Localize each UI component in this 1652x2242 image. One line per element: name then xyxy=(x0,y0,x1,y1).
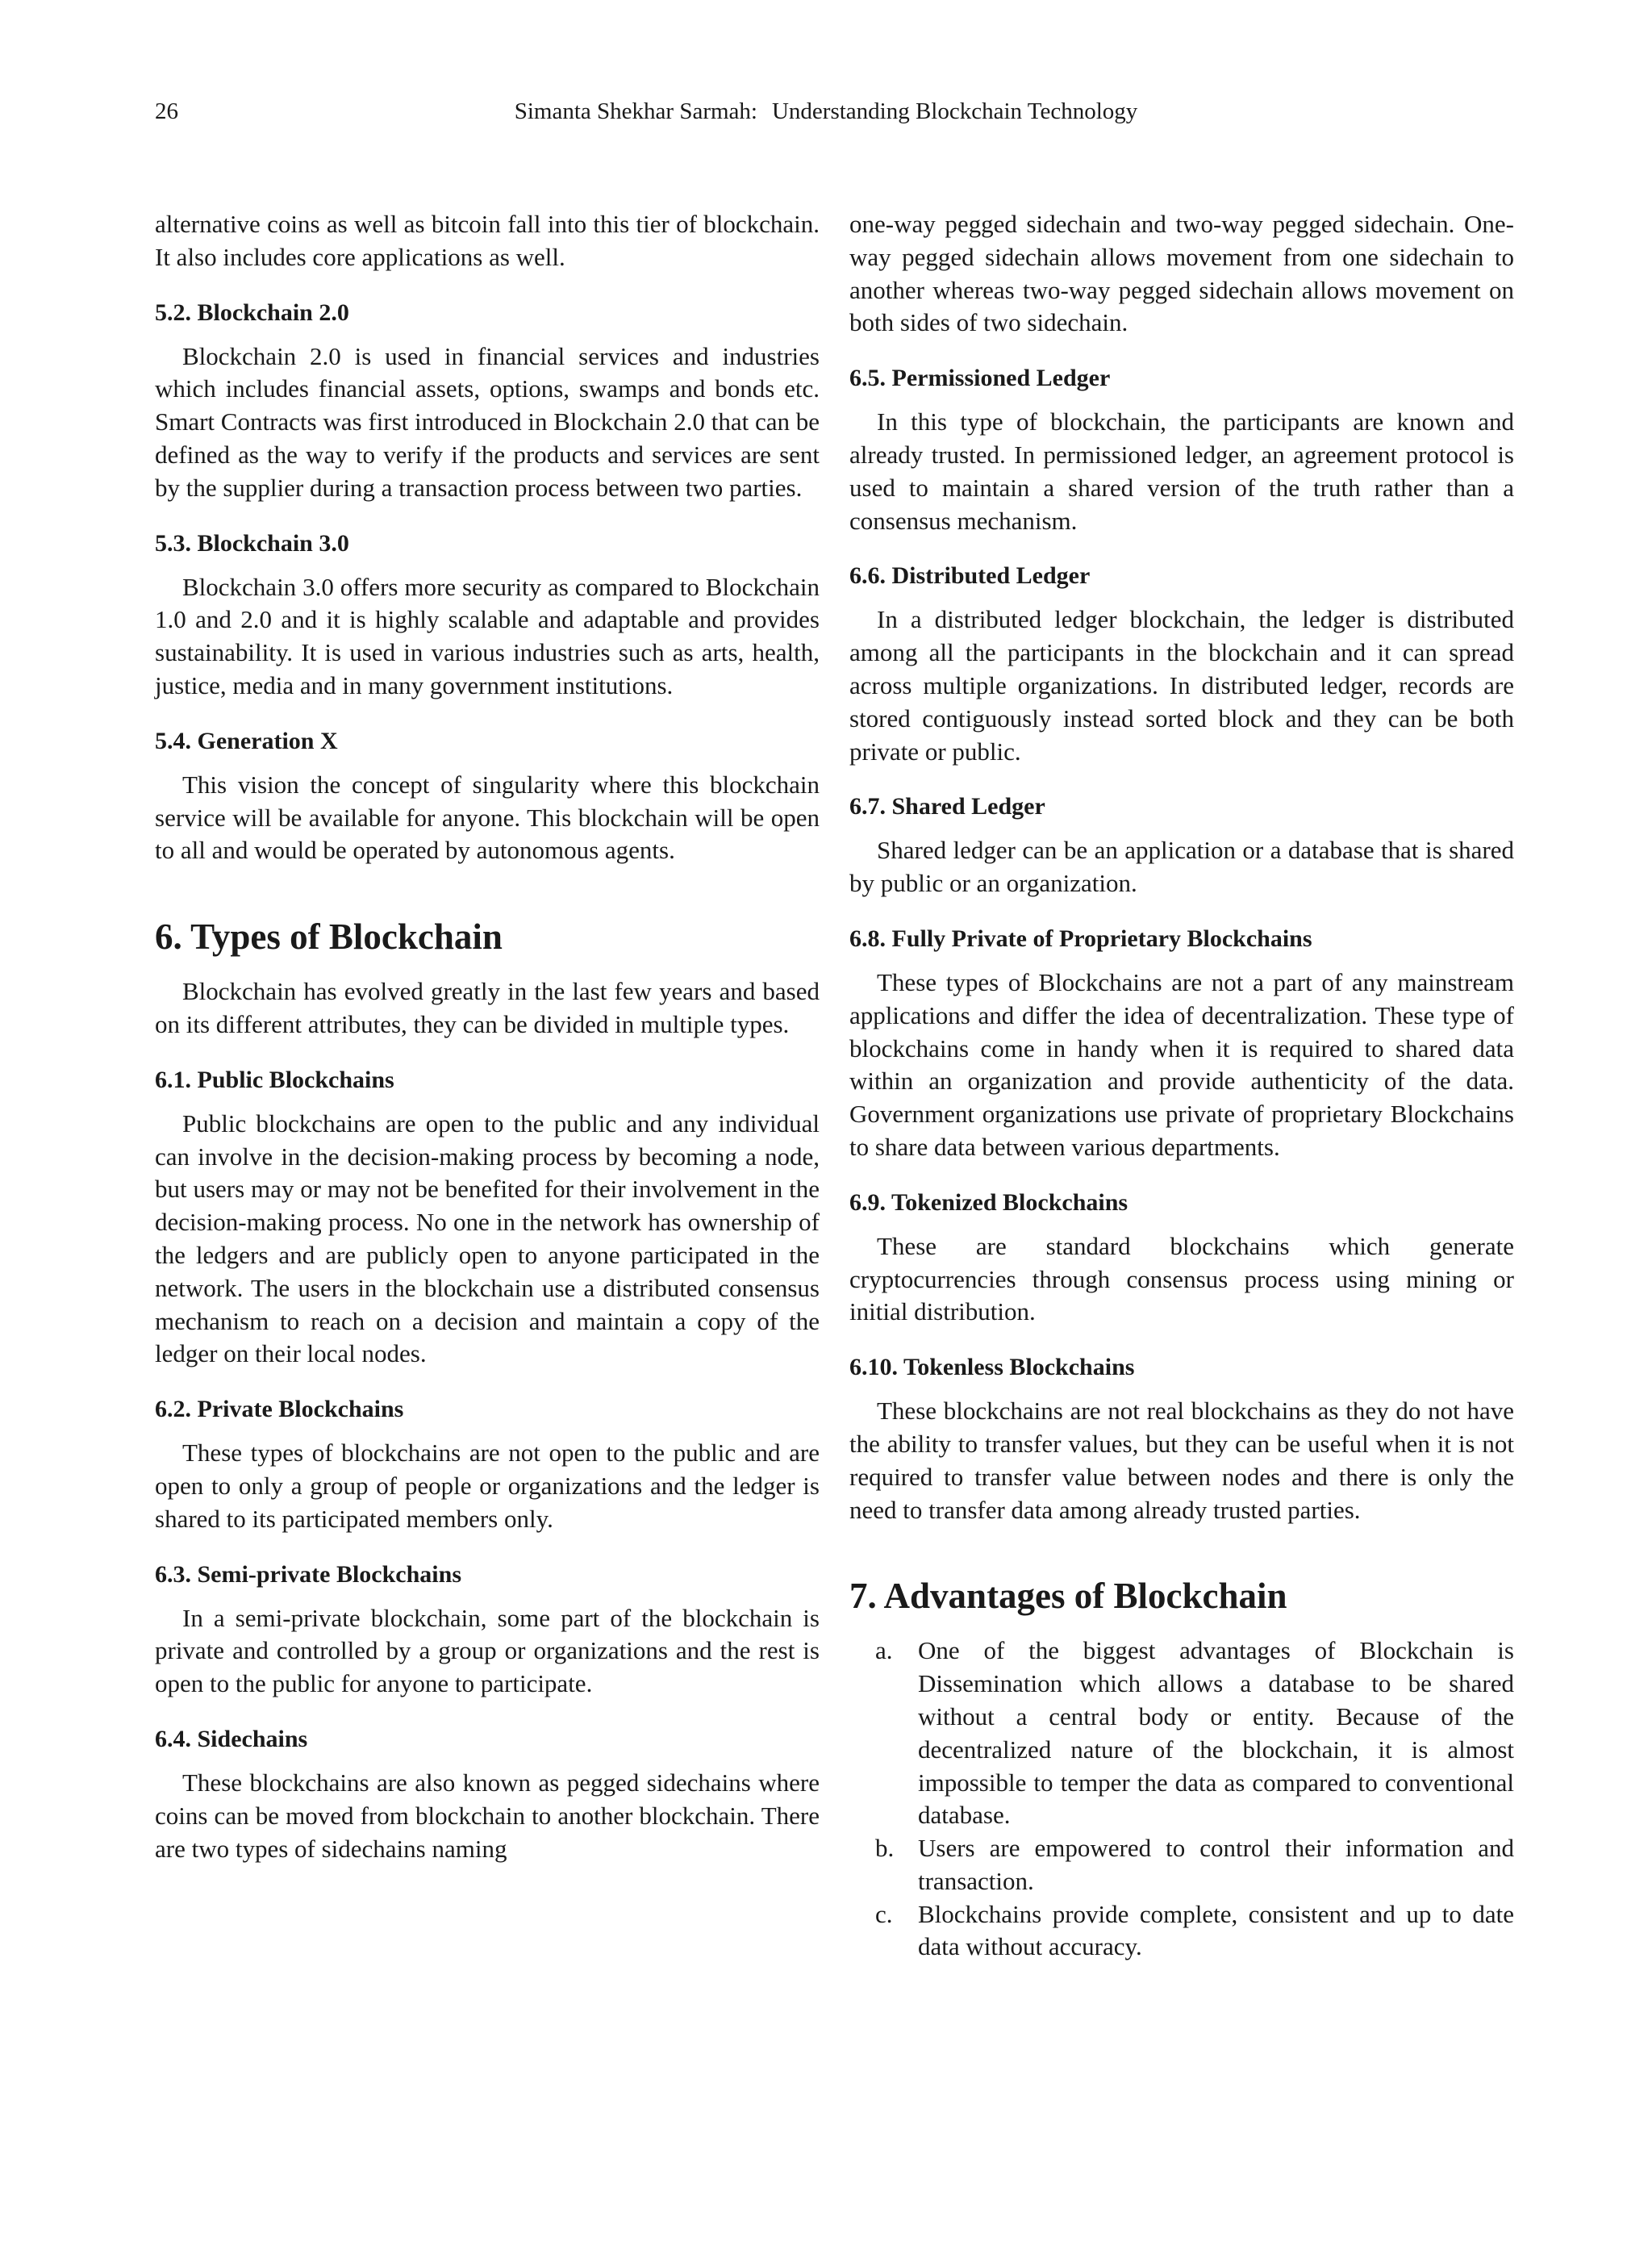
running-title xyxy=(155,95,1497,127)
heading-6-1: 6.1. Public Blockchains xyxy=(155,1066,394,1093)
page-number: 26 xyxy=(155,98,178,124)
paragraph-5-3: Blockchain 3.0 offers more security as compared to Blockchain 1.0 and 2.0 and it is highly scalable and adaptable and provides sustainability. It is used in various industries such as arts, health, justice, media and in many government institutions. xyxy=(155,572,820,699)
paragraph-5-4: This vision the concept of singularity where this blockchain service will be available for anyone. This blockchain will be open to all and would be operated by autonomous agents. xyxy=(155,770,820,865)
section-heading-6: 6. Types of Blockchain xyxy=(155,916,503,958)
paragraph-6-3: In a semi-private blockchain, some part of the blockchain is private and controlled by a group or organizations and the rest is open to the public for anyone to participate. xyxy=(155,1603,820,1698)
paragraph-6: Blockchain has evolved greatly in the last few years and based on its different attributes, they can be divided in multiple types. xyxy=(155,977,820,1038)
list-marker: a. xyxy=(875,1636,893,1665)
author-name: Simanta Shekhar Sarmah: xyxy=(514,98,757,124)
paragraph-6-2: These types of blockchains are not open to the public and are open to only a group of people or organizations and the ledger is shared to its participated members only. xyxy=(155,1438,820,1533)
list-item-text: Users are empowered to control their information and transaction. xyxy=(918,1834,1514,1895)
heading-5-3: 5.3. Blockchain 3.0 xyxy=(155,529,349,557)
list-item xyxy=(849,1898,1514,1964)
heading-6-5: 6.5. Permissioned Ledger xyxy=(849,365,1111,392)
right-column xyxy=(849,208,1514,1964)
paper-title: Understanding Blockchain Technology xyxy=(771,98,1138,124)
heading-5-2: 5.2. Blockchain 2.0 xyxy=(155,299,349,326)
paragraph-6-9: These are standard blockchains which generate cryptocurrencies through consensus process using mining or initial distribution. xyxy=(849,1231,1514,1326)
heading-6-10: 6.10. Tokenless Blockchains xyxy=(849,1354,1135,1381)
heading-6-2: 6.2. Private Blockchains xyxy=(155,1396,404,1423)
heading-6-4: 6.4. Sidechains xyxy=(155,1725,308,1752)
paragraph-6-4: These blockchains are also known as pegged sidechains where coins can be moved from blockchain to another blockchain. There are two types of sidechains naming xyxy=(155,1768,820,1863)
paragraph-6-6: In a distributed ledger blockchain, the ledger is distributed among all the participants in the blockchain and it can spread across multiple organizations. In distributed ledger, records are stored contiguously instead sorted block and they can be both private or public. xyxy=(849,605,1514,766)
paragraph-6-7: Shared ledger can be an application or a database that is shared by public or an organization. xyxy=(849,836,1514,898)
heading-6-8: 6.8. Fully Private of Proprietary Blockchains xyxy=(849,925,1312,952)
heading-5-4: 5.4. Generation X xyxy=(155,727,338,754)
left-column xyxy=(155,208,820,1865)
list-item-text: Blockchains provide complete, consistent and up to date data without accuracy. xyxy=(918,1899,1514,1961)
paragraph-6-1: Public blockchains are open to the public and any individual can involve in the decision-making process by becoming a node, but users may or may not be benefited for their involvement in the decision-making process. No one in the network has ownership of the ledgers and are publicly open to anyone participated in the network. The users in the blockchain use a distributed consensus mechanism to reach on a decision and maintain a copy of the ledger on their local nodes. xyxy=(155,1108,820,1368)
list-item xyxy=(849,1832,1514,1898)
section-heading-7: 7. Advantages of Blockchain xyxy=(849,1576,1287,1617)
heading-6-9: 6.9. Tokenized Blockchains xyxy=(849,1188,1128,1216)
paragraph-6-8: These types of Blockchains are not a part of any mainstream applications and differ the idea of decentralization. These type of blockchains come in handy when it is required to shared data within an organization and provide authenticity of the data. Government organizations use private of proprietary Blockchains to share data between various departments. xyxy=(849,967,1514,1161)
paragraph-6-5: In this type of blockchain, the participants are known and already trusted. In permissioned ledger, an agreement protocol is used to maintain a shared version of the truth rather than a consensus mechanism. xyxy=(849,407,1514,535)
paragraph-5-2: Blockchain 2.0 is used in financial services and industries which includes financial assets, options, swamps and bonds etc. Smart Contracts was first introduced in Blockchain 2.0 that can be defined as the way to verify if the products and services are sent by the supplier during a transaction process between two parties. xyxy=(155,341,820,502)
list-item-text: One of the biggest advantages of Blockchain is Dissemination which allows a database to be shared without a central body or entity. Because of the decentralized nature of the blockchain, it is almost impossible to temper the data as compared to conventional database. xyxy=(918,1636,1514,1830)
list-marker: b. xyxy=(875,1834,895,1863)
list-item xyxy=(849,1635,1514,1832)
advantages-list xyxy=(849,1635,1514,1964)
heading-6-6: 6.6. Distributed Ledger xyxy=(849,562,1091,590)
paragraph-6-4-continued: one-way pegged sidechain and two-way pegged sidechain. One-way pegged sidechain allows movement from one sidechain to another whereas two-way pegged sidechain allows movement on both sides of two sidechain. xyxy=(849,210,1514,337)
heading-6-7: 6.7. Shared Ledger xyxy=(849,793,1045,820)
running-head xyxy=(155,95,1497,127)
paragraph-6-10: These blockchains are not real blockchains as they do not have the ability to transfer values, but they can be useful when it is not required to transfer value between nodes and there is only the need to transfer data among already trusted parties. xyxy=(849,1397,1514,1524)
heading-6-3: 6.3. Semi-private Blockchains xyxy=(155,1560,461,1588)
list-marker: c. xyxy=(875,1899,893,1928)
intro-paragraph: alternative coins as well as bitcoin fall into this tier of blockchain. It also includes core applications as well. xyxy=(155,210,820,271)
